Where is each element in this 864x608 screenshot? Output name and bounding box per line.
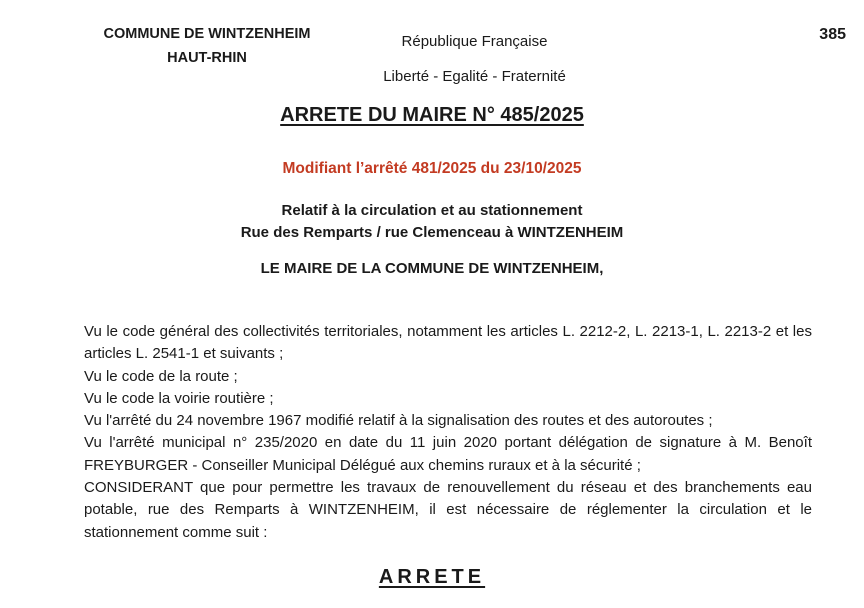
mayor-heading: LE MAIRE DE LA COMMUNE DE WINTZENHEIM,	[260, 260, 604, 277]
page-number: 385	[819, 26, 846, 43]
visa-paragraph: Vu le code général des collectivités territoriales, notamment les articles L. 2212-2, L. 2213-1, L. 2213-2 et les articles L. 2541-1 et suivants ;	[84, 323, 812, 363]
arrete-heading-container	[0, 566, 864, 589]
visa-paragraph: Vu le code de la route ;	[84, 367, 238, 385]
republique-block	[372, 24, 577, 94]
visas-section	[84, 321, 812, 544]
decree-title: ARRETE DU MAIRE N° 485/2025	[280, 104, 584, 126]
subject-block	[0, 200, 864, 244]
considerant-paragraph: CONSIDERANT que pour permettre les travaux de renouvellement du réseau et des branchements eau potable, rue des Remparts à WINTZENHEIM, il est nécessaire de réglementer la circulation et le stationnement comme suit :	[84, 479, 812, 541]
commune-name: COMMUNE DE WINTZENHEIM	[103, 26, 311, 42]
devise-label: Liberté - Egalité - Fraternité	[383, 68, 566, 85]
commune-block	[92, 22, 322, 70]
subject-line-1: Relatif à la circulation et au stationnement	[281, 202, 583, 219]
visa-paragraph: Vu l'arrêté municipal n° 235/2020 en date du 11 juin 2020 portant délégation de signature à M. Benoît FREYBURGER - Conseiller Municipal Délégué aux chemins ruraux et à la sécurité ;	[84, 434, 812, 474]
subject-line-2: Rue des Remparts / rue Clemenceau à WINTZENHEIM	[240, 224, 624, 241]
decree-title-container	[0, 104, 864, 127]
department-name: HAUT-RHIN	[167, 50, 247, 66]
modification-note: Modifiant l’arrêté 481/2025 du 23/10/2025	[282, 160, 582, 177]
arrete-heading: ARRETE	[378, 566, 486, 588]
visa-paragraph: Vu le code la voirie routière ;	[84, 389, 274, 407]
visa-paragraph: Vu l'arrêté du 24 novembre 1967 modifié relatif à la signalisation des routes et des autoroutes ;	[84, 412, 713, 430]
republique-label: République Française	[401, 33, 548, 50]
